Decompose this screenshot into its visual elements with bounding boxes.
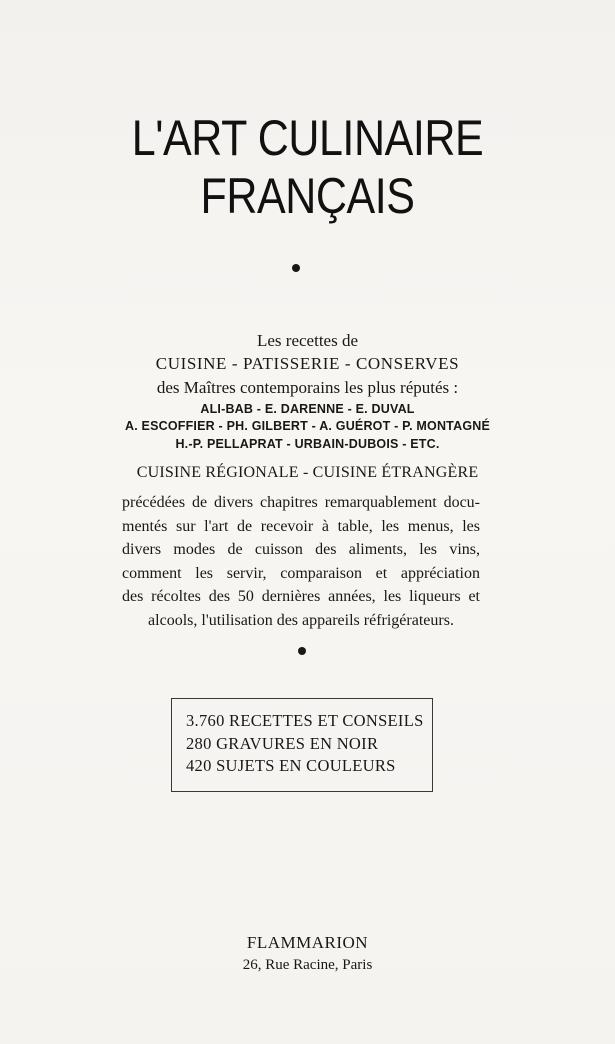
chefs-line: ALI-BAB - E. DARENNE - E. DUVAL xyxy=(200,402,415,416)
summary-color-plates: 420 SUJETS EN COULEURS xyxy=(186,756,396,775)
book-title-line-2: FRANÇAIS xyxy=(200,168,415,224)
intro-text: Les recettes de xyxy=(257,331,358,350)
bullet-ornament xyxy=(298,647,306,655)
book-title-line-1: L'ART CULINAIRE xyxy=(131,110,484,166)
publisher-address: 26, Rue Racine, Paris xyxy=(242,957,373,973)
contents-summary-box xyxy=(171,698,433,792)
description-line: comment les servir, comparaison et appréciation xyxy=(122,564,480,582)
chefs-line: A. ESCOFFIER - PH. GILBERT - A. GUÉROT - P. MONTAGNÉ xyxy=(124,419,491,433)
description-line: divers modes de cuisson des aliments, les vins, xyxy=(122,541,480,558)
description-line: précédées de divers chapitres remarquablement docu- xyxy=(122,494,480,511)
chefs-line: H.-P. PELLAPRAT - URBAIN-DUBOIS - ETC. xyxy=(175,437,440,451)
categories-heading: CUISINE - PATISSERIE - CONSERVES xyxy=(155,354,460,373)
description-line: des récoltes des 50 dernières années, les liqueurs et xyxy=(122,588,480,605)
description-line: mentés sur l'art de recevoir à table, les menus, les xyxy=(122,517,480,535)
regional-heading: CUISINE RÉGIONALE - CUISINE ÉTRANGÈRE xyxy=(136,464,479,481)
publisher-name: FLAMMARION xyxy=(246,933,369,952)
bullet-ornament xyxy=(292,264,300,272)
masters-text: des Maîtres contemporains les plus réputés : xyxy=(156,378,459,397)
description-paragraph xyxy=(122,491,480,632)
description-line: alcools, l'utilisation des appareils réfrigérateurs. xyxy=(148,611,454,629)
summary-engravings: 280 GRAVURES EN NOIR xyxy=(186,734,379,753)
summary-recipes: 3.760 RECETTES ET CONSEILS xyxy=(186,711,424,730)
